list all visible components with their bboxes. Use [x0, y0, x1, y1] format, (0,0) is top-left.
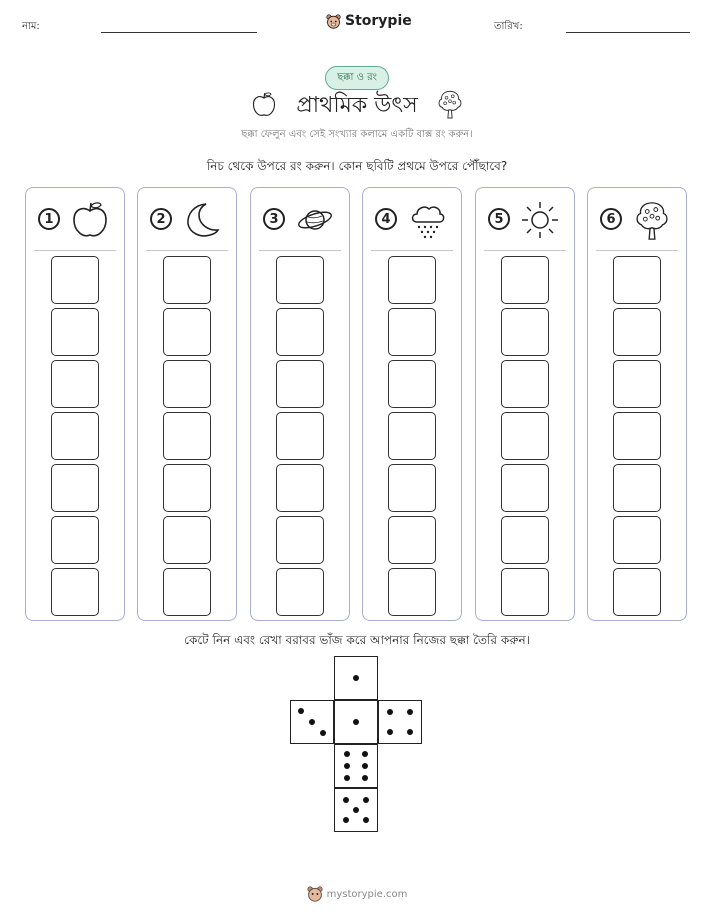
- die-pip: [298, 708, 304, 714]
- color-box[interactable]: [51, 516, 99, 564]
- color-box[interactable]: [613, 256, 661, 304]
- color-box[interactable]: [276, 464, 324, 512]
- color-box[interactable]: [613, 516, 661, 564]
- column-4: [362, 187, 462, 621]
- die-face: [334, 788, 378, 832]
- color-box[interactable]: [388, 516, 436, 564]
- color-box[interactable]: [613, 568, 661, 616]
- color-box[interactable]: [163, 412, 211, 460]
- die-pip: [353, 719, 359, 725]
- color-box[interactable]: [51, 464, 99, 512]
- color-box[interactable]: [51, 412, 99, 460]
- color-box[interactable]: [388, 256, 436, 304]
- die-pip: [407, 729, 413, 735]
- color-box[interactable]: [501, 360, 549, 408]
- color-box[interactable]: [276, 516, 324, 564]
- name-label: নাম:: [22, 21, 40, 32]
- page-title: প্রাথমিক উৎস: [296, 93, 418, 118]
- apple-icon: [70, 200, 110, 240]
- die-pip: [343, 817, 349, 823]
- die-pip: [343, 797, 349, 803]
- color-box[interactable]: [51, 308, 99, 356]
- color-box[interactable]: [276, 412, 324, 460]
- die-face: [290, 700, 334, 744]
- color-box[interactable]: [276, 568, 324, 616]
- color-box[interactable]: [163, 568, 211, 616]
- die-face: [334, 700, 378, 744]
- color-box[interactable]: [276, 256, 324, 304]
- column-number: 1: [38, 208, 60, 230]
- color-box[interactable]: [163, 360, 211, 408]
- column-5: [475, 187, 575, 621]
- die-pip: [362, 763, 368, 769]
- tree-icon: [436, 88, 464, 120]
- name-line[interactable]: [101, 32, 257, 33]
- color-box[interactable]: [388, 308, 436, 356]
- die-pip: [362, 775, 368, 781]
- color-box[interactable]: [163, 308, 211, 356]
- column-divider: [259, 250, 341, 251]
- column-1: [25, 187, 125, 621]
- die-pip: [353, 675, 359, 681]
- color-box[interactable]: [501, 464, 549, 512]
- date-label: তারিখ:: [494, 21, 523, 32]
- brand-logo: [326, 13, 412, 29]
- tree-icon: [632, 200, 672, 240]
- column-number: 2: [150, 208, 172, 230]
- column-divider: [371, 250, 453, 251]
- color-box[interactable]: [501, 256, 549, 304]
- die-pip: [344, 763, 350, 769]
- color-box[interactable]: [613, 412, 661, 460]
- date-line[interactable]: [566, 32, 690, 33]
- footer-url: mystorypie.com: [326, 888, 408, 900]
- column-number: 5: [488, 208, 510, 230]
- die-pip: [353, 807, 359, 813]
- color-box[interactable]: [501, 516, 549, 564]
- color-box[interactable]: [276, 360, 324, 408]
- column-number: 4: [375, 208, 397, 230]
- color-box[interactable]: [388, 568, 436, 616]
- instruction-text: নিচ থেকে উপরে রং করুন। কোন ছবিটি প্রথমে উপরে পৌঁছাবে?: [206, 159, 508, 173]
- column-number: 3: [263, 208, 285, 230]
- die-face: [378, 700, 422, 744]
- column-2: [137, 187, 237, 621]
- color-box[interactable]: [51, 360, 99, 408]
- die-pip: [363, 817, 369, 823]
- color-box[interactable]: [276, 308, 324, 356]
- planet-icon: [295, 200, 335, 240]
- moon-icon: [182, 200, 222, 240]
- die-face: [334, 744, 378, 788]
- die-pip: [362, 751, 368, 757]
- color-box[interactable]: [163, 464, 211, 512]
- die-face: [334, 656, 378, 700]
- color-box[interactable]: [613, 360, 661, 408]
- bear-logo-icon: [326, 14, 341, 29]
- column-divider: [596, 250, 678, 251]
- cut-instruction: কেটে নিন এবং রেখা বরাবর ভাঁজ করে আপনার নিজের ছক্কা তৈরি করুন।: [184, 633, 530, 647]
- category-badge: ছক্কা ও রং: [325, 66, 389, 90]
- die-pip: [407, 709, 413, 715]
- column-divider: [34, 250, 116, 251]
- color-box[interactable]: [51, 568, 99, 616]
- die-pip: [344, 751, 350, 757]
- column-divider: [146, 250, 228, 251]
- die-pip: [387, 709, 393, 715]
- color-box[interactable]: [613, 308, 661, 356]
- color-box[interactable]: [163, 256, 211, 304]
- column-3: [250, 187, 350, 621]
- color-box[interactable]: [388, 412, 436, 460]
- sun-icon: [520, 200, 560, 240]
- color-box[interactable]: [501, 568, 549, 616]
- color-box[interactable]: [388, 360, 436, 408]
- column-number: 6: [600, 208, 622, 230]
- color-box[interactable]: [501, 308, 549, 356]
- color-box[interactable]: [388, 464, 436, 512]
- brand-name: Storypie: [345, 13, 412, 29]
- die-pip: [309, 719, 315, 725]
- die-pip: [344, 775, 350, 781]
- color-box[interactable]: [163, 516, 211, 564]
- footer: [0, 886, 714, 902]
- column-6: [587, 187, 687, 621]
- bear-logo-icon: [307, 886, 323, 902]
- die-pip: [320, 730, 326, 736]
- die-pip: [363, 797, 369, 803]
- column-divider: [484, 250, 566, 251]
- color-box[interactable]: [501, 412, 549, 460]
- color-box[interactable]: [51, 256, 99, 304]
- rain-cloud-icon: [407, 200, 447, 240]
- die-pip: [387, 729, 393, 735]
- color-box[interactable]: [613, 464, 661, 512]
- subtitle: ছক্কা ফেলুন এবং সেই সংখ্যার কলামে একটি বাক্স রং করুন।: [241, 129, 473, 140]
